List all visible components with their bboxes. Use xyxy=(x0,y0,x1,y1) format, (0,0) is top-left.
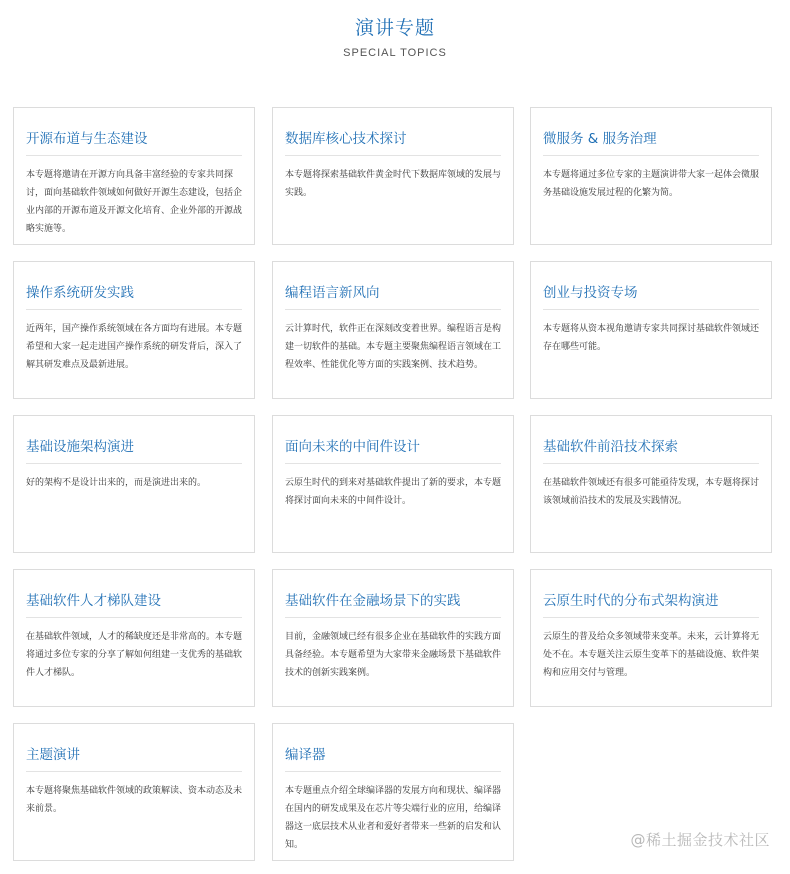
topic-title[interactable]: 操作系统研发实践 xyxy=(26,285,134,301)
topic-description: 本专题将探索基础软件黄金时代下数据库领域的发展与实践。 xyxy=(285,170,502,198)
topic-card[interactable] xyxy=(13,569,255,707)
topic-description: 在基础软件领域，人才的稀缺度还是非常高的。本专题将通过多位专家的分享了解如何组建一支优秀的基础软件人才梯队。 xyxy=(26,632,243,678)
page-subtitle: SPECIAL TOPICS xyxy=(343,47,447,59)
topic-title[interactable]: 编译器 xyxy=(285,747,326,763)
topic-description: 云原生的普及给众多领域带来变革。未来，云计算将无处不在。本专题关注云原生变革下的基础设施、软件架构和应用交付与管理。 xyxy=(543,632,760,678)
topic-card[interactable] xyxy=(530,107,772,245)
topic-card[interactable] xyxy=(530,569,772,707)
topic-description: 在基础软件领域还有很多可能亟待发现，本专题将探讨该领域前沿技术的发展及实践情况。 xyxy=(543,478,760,506)
topic-title[interactable]: 数据库核心技术探讨 xyxy=(285,131,407,147)
topic-divider xyxy=(26,463,242,464)
topic-title[interactable]: 基础软件在金融场景下的实践 xyxy=(285,593,461,609)
topic-divider xyxy=(26,617,242,618)
watermark: @稀土掘金技术社区 xyxy=(630,831,770,849)
topic-divider xyxy=(285,309,501,310)
topic-card[interactable] xyxy=(530,415,772,553)
topic-title[interactable]: 基础软件前沿技术探索 xyxy=(543,439,678,455)
topic-title[interactable]: 微服务 & 服务治理 xyxy=(543,131,657,147)
topic-title[interactable]: 基础软件人才梯队建设 xyxy=(26,593,161,609)
topic-title[interactable]: 创业与投资专场 xyxy=(543,285,638,301)
topic-divider xyxy=(26,155,242,156)
topic-divider xyxy=(285,463,501,464)
topic-card[interactable] xyxy=(272,107,514,245)
topic-description: 本专题将邀请在开源方向具备丰富经验的专家共同探讨，面向基础软件领域如何做好开源生态建设，包括企业内部的开源布道及开源文化培育、企业外部的开源战略实施等。 xyxy=(26,170,243,234)
topic-title[interactable]: 开源布道与生态建设 xyxy=(26,131,148,147)
topic-title[interactable]: 编程语言新风向 xyxy=(285,285,380,301)
topic-description: 本专题将聚焦基础软件领域的政策解读、资本动态及未来前景。 xyxy=(26,786,243,814)
topic-divider xyxy=(543,617,759,618)
topic-divider xyxy=(285,771,501,772)
topic-divider xyxy=(285,617,501,618)
topic-divider xyxy=(26,771,242,772)
topic-description: 本专题将从资本视角邀请专家共同探讨基础软件领域还存在哪些可能。 xyxy=(543,324,760,352)
page-title: 演讲专题 xyxy=(354,17,435,39)
topic-description: 云原生时代的到来对基础软件提出了新的要求，本专题将探讨面向未来的中间件设计。 xyxy=(285,478,502,506)
topic-title[interactable]: 基础设施架构演进 xyxy=(26,439,134,455)
topic-card[interactable] xyxy=(272,261,514,399)
topic-card[interactable] xyxy=(272,415,514,553)
topic-card[interactable] xyxy=(13,415,255,553)
topic-description: 目前，金融领域已经有很多企业在基础软件的实践方面具备经验。本专题希望为大家带来金融场景下基础软件技术的创新实践案例。 xyxy=(285,632,502,678)
topic-divider xyxy=(543,463,759,464)
topic-card[interactable] xyxy=(13,261,255,399)
topic-description: 好的架构不是设计出来的，而是演进出来的。 xyxy=(26,478,207,488)
topic-title[interactable]: 云原生时代的分布式架构演进 xyxy=(543,593,719,609)
topic-description: 云计算时代，软件正在深刻改变着世界。编程语言是构建一切软件的基础。本专题主要聚焦编程语言领域在工程效率、性能优化等方面的实践案例、技术趋势。 xyxy=(285,324,502,370)
topic-description: 本专题将通过多位专家的主题演讲带大家一起体会微服务基础设施发展过程的化繁为简。 xyxy=(543,170,760,198)
topic-description: 近两年，国产操作系统领域在各方面均有进展。本专题希望和大家一起走进国产操作系统的研发背后，深入了解其研发难点及最新进展。 xyxy=(26,324,243,370)
topic-card[interactable] xyxy=(272,569,514,707)
topic-divider xyxy=(543,155,759,156)
topic-title[interactable]: 主题演讲 xyxy=(26,747,80,763)
topic-card[interactable] xyxy=(530,261,772,399)
topic-card[interactable] xyxy=(13,107,255,245)
topic-card[interactable] xyxy=(272,723,514,861)
topic-card[interactable] xyxy=(13,723,255,861)
topic-description: 本专题重点介绍全球编译器的发展方向和现状、编译器在国内的研发成果及在芯片等尖端行业的应用，给编译器这一底层技术从业者和爱好者带来一些新的启发和认知。 xyxy=(285,786,502,850)
topic-divider xyxy=(26,309,242,310)
topic-divider xyxy=(543,309,759,310)
topic-divider xyxy=(285,155,501,156)
topic-title[interactable]: 面向未来的中间件设计 xyxy=(285,439,420,455)
